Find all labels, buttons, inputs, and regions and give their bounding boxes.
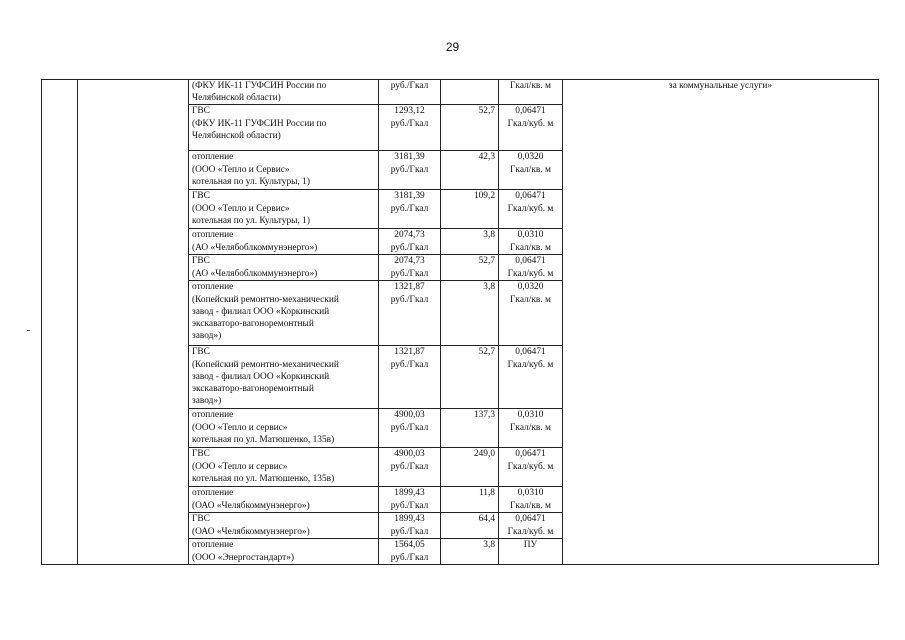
service-cell-line: (АО «Челябоблкоммунэнерго») — [192, 268, 318, 279]
volume-cell: 137,3 — [441, 409, 499, 448]
tariff-cell — [379, 255, 441, 281]
norm-cell-line: 0,0320 — [517, 282, 544, 293]
norm-cell — [499, 151, 563, 190]
tariff-cell-line: руб./Гкал — [390, 359, 429, 370]
service-cell-line: ГВС — [192, 347, 210, 358]
margin-mark — [27, 330, 30, 331]
service-cell-line: ГВС — [192, 256, 210, 267]
note-text: за коммунальные услуги» — [668, 81, 773, 91]
norm-cell-line: Гкал/кв. м — [510, 164, 551, 175]
service-cell — [189, 487, 379, 513]
service-cell-line: ГВС — [192, 191, 210, 202]
tariff-cell-line: 4900,03 — [394, 449, 425, 460]
tariff-cell-line: 4900,03 — [394, 410, 425, 421]
tariff-cell-line: 1321,87 — [394, 282, 425, 293]
service-cell-line: котельная по ул. Культуры, 1) — [192, 215, 310, 226]
tariff-cell-line: руб./Гкал — [390, 294, 429, 305]
service-cell-line: ГВС — [192, 106, 210, 117]
service-cell-line: завод - филиал ООО «Коркинский — [192, 306, 330, 317]
volume-cell: 52,7 — [441, 255, 499, 281]
volume-cell: 64,4 — [441, 513, 499, 539]
tariff-cell-line: 1293,12 — [394, 106, 425, 117]
service-cell-line: котельная по ул. Матюшенко, 135в) — [192, 473, 335, 484]
norm-cell-line: Гкал/куб. м — [507, 359, 554, 370]
service-cell-line: отопление — [192, 230, 234, 241]
service-cell-line: (ООО «Тепло и сервис» — [192, 422, 288, 433]
tariff-cell-line: 1899,43 — [394, 514, 425, 525]
service-cell-line: отопление — [192, 540, 234, 551]
service-cell — [189, 105, 379, 151]
service-cell — [189, 151, 379, 190]
norm-cell — [499, 281, 563, 346]
norm-cell — [499, 448, 563, 487]
tariff-cell — [379, 190, 441, 229]
service-cell-line: (ОАО «Челябкоммунэнерго») — [192, 500, 310, 511]
service-cell — [189, 409, 379, 448]
norm-cell — [499, 80, 563, 105]
tariff-cell-line: руб./Гкал — [390, 268, 429, 279]
service-cell — [189, 229, 379, 255]
service-cell — [189, 190, 379, 229]
norm-cell-line: 0,06471 — [515, 106, 546, 117]
tariff-cell-line: 3181,39 — [394, 152, 425, 163]
service-cell-line: (Копейский ремонтно-механический — [192, 359, 339, 370]
tariff-cell — [379, 409, 441, 448]
norm-cell-line: 0,0320 — [517, 152, 544, 163]
volume-cell: 52,7 — [441, 346, 499, 409]
norm-cell-line: 0,0310 — [517, 488, 544, 499]
norm-cell-line: Гкал/кв. м — [510, 81, 551, 91]
service-cell-line: котельная по ул. Культуры, 1) — [192, 176, 310, 187]
norm-cell — [499, 487, 563, 513]
table-body — [42, 80, 879, 565]
service-cell — [189, 80, 379, 105]
tariff-cell — [379, 539, 441, 564]
tariff-cell-line: 1564,05 — [394, 540, 425, 551]
norm-cell-line: Гкал/кв. м — [510, 500, 551, 511]
service-cell — [189, 281, 379, 346]
norm-cell-line: ПУ — [523, 540, 538, 551]
tariff-cell-line: руб./Гкал — [390, 203, 429, 214]
tariff-cell-line: руб./Гкал — [390, 164, 429, 175]
service-cell-line: отопление — [192, 282, 234, 293]
volume-cell: 11,8 — [441, 487, 499, 513]
service-cell-line: отопление — [192, 152, 234, 163]
service-cell — [189, 539, 379, 564]
tariff-cell-line: руб./Гкал — [390, 118, 429, 129]
tariff-table — [41, 79, 879, 565]
service-cell-line: ГВС — [192, 449, 210, 460]
norm-cell-line: Гкал/кв. м — [510, 422, 551, 433]
service-cell-line: (АО «Челябоблкоммунэнерго») — [192, 242, 318, 253]
tariff-cell-line: руб./Гкал — [390, 242, 429, 253]
norm-cell-line: 0,06471 — [515, 449, 546, 460]
note-cell — [563, 80, 879, 565]
volume-cell: 52,7 — [441, 105, 499, 151]
service-cell-line: экскаваторо-вагоноремонтный — [192, 384, 314, 395]
service-cell-line: (ООО «Энергостандарт») — [192, 552, 295, 563]
service-cell-line: (ООО «Тепло и Сервис» — [192, 203, 290, 214]
norm-cell-line: Гкал/кв. м — [510, 242, 551, 253]
norm-cell-line: Гкал/куб. м — [507, 526, 554, 537]
tariff-cell — [379, 229, 441, 255]
tariff-cell-line: руб./Гкал — [390, 461, 429, 472]
tariff-cell-line: руб./Гкал — [390, 422, 429, 433]
volume-cell: 3,8 — [441, 229, 499, 255]
service-cell-line: завод») — [192, 331, 222, 342]
service-cell-line: завод») — [192, 396, 222, 407]
table-row — [42, 80, 879, 105]
norm-cell — [499, 190, 563, 229]
service-cell-line: Челябинской области) — [192, 93, 281, 104]
tariff-cell-line: 2074,73 — [394, 256, 425, 267]
service-cell-line: экскаваторо-вагоноремонтный — [192, 319, 314, 330]
tariff-cell-line: 1321,87 — [394, 347, 425, 358]
service-cell-line: (ФКУ ИК-11 ГУФСИН России по — [192, 118, 327, 129]
tariff-cell — [379, 346, 441, 409]
norm-cell-line: 0,06471 — [515, 514, 546, 525]
tariff-cell-line: руб./Гкал — [390, 526, 429, 537]
tariff-cell — [379, 281, 441, 346]
volume-cell: 3,8 — [441, 281, 499, 346]
norm-cell-line: 0,06471 — [515, 347, 546, 358]
service-cell-line: (ОАО «Челябкоммунэнерго») — [192, 526, 310, 537]
service-cell-line: отопление — [192, 410, 234, 421]
volume-cell: 3,8 — [441, 539, 499, 564]
norm-cell — [499, 255, 563, 281]
empty-column — [78, 80, 189, 565]
service-cell — [189, 255, 379, 281]
norm-cell — [499, 229, 563, 255]
norm-cell-line: Гкал/кв. м — [510, 294, 551, 305]
norm-cell-line: Гкал/куб. м — [507, 118, 554, 129]
norm-cell-line: 0,0310 — [517, 410, 544, 421]
volume-cell: 42,3 — [441, 151, 499, 190]
tariff-cell — [379, 105, 441, 151]
volume-cell: 249,0 — [441, 448, 499, 487]
tariff-cell-line: 3181,39 — [394, 191, 425, 202]
tariff-cell-line: 1899,43 — [394, 488, 425, 499]
service-cell-line: Челябинской области) — [192, 130, 281, 141]
service-cell-line: ГВС — [192, 514, 210, 525]
norm-cell — [499, 409, 563, 448]
service-cell-line: (ООО «Тепло и Сервис» — [192, 164, 290, 175]
service-cell-line: (ООО «Тепло и сервис» — [192, 461, 288, 472]
norm-cell-line: 0,0310 — [517, 230, 544, 241]
service-cell-line: (ФКУ ИК-11 ГУФСИН России по — [192, 81, 327, 91]
margin-column — [42, 80, 78, 565]
tariff-cell-line: руб./Гкал — [390, 552, 429, 563]
volume-cell: 109,2 — [441, 190, 499, 229]
service-cell — [189, 448, 379, 487]
service-cell — [189, 513, 379, 539]
tariff-cell — [379, 513, 441, 539]
norm-cell — [499, 513, 563, 539]
norm-cell — [499, 539, 563, 564]
service-cell-line: отопление — [192, 488, 234, 499]
volume-cell — [441, 80, 499, 105]
norm-cell-line: 0,06471 — [515, 256, 546, 267]
norm-cell-line: Гкал/куб. м — [507, 203, 554, 214]
tariff-cell-line: руб./Гкал — [390, 500, 429, 511]
service-cell-line: котельная по ул. Матюшенко, 135в) — [192, 434, 335, 445]
service-cell-line: завод - филиал ООО «Коркинский — [192, 371, 330, 382]
tariff-cell — [379, 80, 441, 105]
page-number: 29 — [445, 40, 460, 54]
norm-cell — [499, 346, 563, 409]
tariff-cell — [379, 487, 441, 513]
tariff-cell-line: руб./Гкал — [390, 81, 429, 91]
tariff-cell-line: 2074,73 — [394, 230, 425, 241]
norm-cell — [499, 105, 563, 151]
tariff-cell — [379, 151, 441, 190]
tariff-cell — [379, 448, 441, 487]
norm-cell-line: Гкал/куб. м — [507, 268, 554, 279]
service-cell-line: (Копейский ремонтно-механический — [192, 294, 339, 305]
service-cell — [189, 346, 379, 409]
norm-cell-line: 0,06471 — [515, 191, 546, 202]
norm-cell-line: Гкал/куб. м — [507, 461, 554, 472]
